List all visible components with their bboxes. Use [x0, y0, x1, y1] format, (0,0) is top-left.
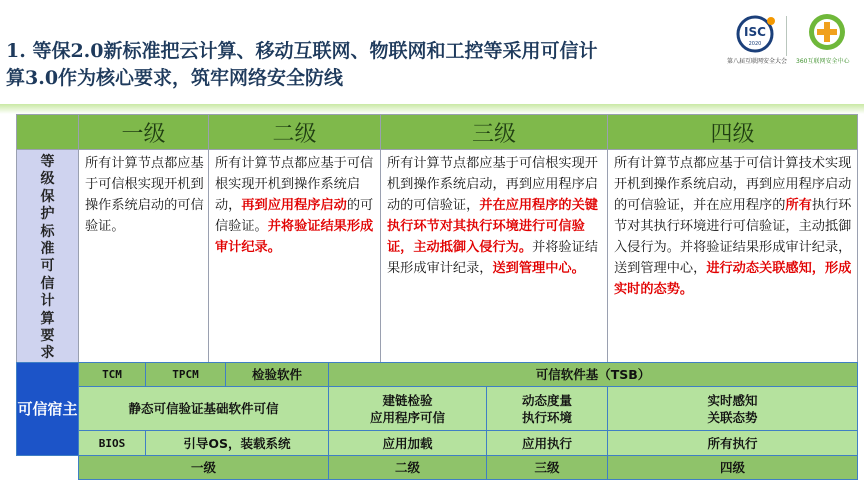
- cell-line: 应用程序可信: [369, 409, 445, 425]
- cell-line: 实时感知: [707, 392, 758, 408]
- isc-caption: 第八届互联网安全大会: [727, 58, 788, 65]
- requirements-row: [17, 150, 858, 364]
- level-row-blank: [17, 456, 79, 480]
- page-title-line-2: 算3.0作为核心要求，筑牢网络安全防线: [6, 67, 344, 89]
- isc-logo-year: 2020: [748, 41, 762, 47]
- cell-line: 建链检验: [382, 392, 433, 408]
- page-title: [6, 38, 706, 92]
- host-level-4: 四级: [608, 456, 858, 480]
- level-header-row: [17, 115, 858, 150]
- highlighted-requirement-text: 进行动态关联感知，形成实时的态势。: [614, 261, 852, 297]
- requirement-text: 的可信验证。: [215, 198, 374, 234]
- requirement-text: 所有计算节点都应基于可信根实现开机到操作系统启动，再到应用程序启动的可信验证，: [387, 156, 598, 213]
- level-header-3: 三级: [381, 115, 608, 150]
- tcm-cell: TCM: [79, 363, 146, 387]
- highlighted-requirement-text: 所有: [785, 198, 812, 213]
- realtime-cell: [608, 387, 858, 431]
- requirements-table: [16, 114, 858, 364]
- host-level-3: 三级: [487, 456, 608, 480]
- highlighted-requirement-text: 并在应用程序的关键执行环节对其执行环境进行可信验证，主动抵御入侵行为。: [387, 198, 598, 255]
- highlighted-requirement-text: 并将验证结果形成审计纪录。: [215, 219, 374, 255]
- isc-logo-text: ISC: [744, 25, 766, 39]
- tsb-cell: 可信软件基（TSB）: [329, 363, 858, 387]
- page-title-line-1: 1. 等保2.0新标准把云计算、移动互联网、物联网和工控等采用可信计: [6, 40, 598, 62]
- level-header-2: 二级: [209, 115, 381, 150]
- level-header-4: 四级: [608, 115, 858, 150]
- host-row-3: [17, 431, 858, 456]
- trusted-host-table: [16, 362, 858, 480]
- side-label: 等级保护标准可信计算要求: [40, 154, 55, 362]
- requirement-text: 所有计算节点都应基于可信根实现开机到操作系统启动，: [215, 156, 374, 213]
- cell-line: 动态度量: [521, 392, 572, 408]
- trusted-host-label: 可信宿主: [17, 363, 79, 456]
- all-exec-cell: 所有执行: [608, 431, 858, 456]
- static-verify-cell: 静态可信验证基础软件可信: [79, 387, 329, 431]
- check-software-cell: 检验软件: [226, 363, 329, 387]
- cell-line: 执行环境: [521, 409, 572, 425]
- host-level-row: [17, 456, 858, 480]
- host-row-2: [17, 387, 858, 431]
- highlighted-requirement-text: 送到管理中心。: [492, 261, 585, 276]
- header-corner: [17, 115, 79, 150]
- logo-divider: [786, 16, 787, 56]
- bios-cell: BIOS: [79, 431, 146, 456]
- requirement-level-4: [608, 150, 858, 364]
- requirement-level-1: [79, 150, 209, 364]
- side-label-cell: [17, 150, 79, 364]
- dynamic-measure-cell: [487, 387, 608, 431]
- title-underline-bar: [0, 104, 864, 114]
- host-level-2: 二级: [329, 456, 487, 480]
- brand-caption: 360互联网安全中心: [796, 58, 850, 65]
- chain-check-cell: [329, 387, 487, 431]
- level-header-1: 一级: [79, 115, 209, 150]
- host-level-1: 一级: [79, 456, 329, 480]
- requirement-level-3: [381, 150, 608, 364]
- highlighted-requirement-text: 再到应用程序启动: [241, 198, 347, 213]
- requirement-text: 所有计算节点都应基于可信根实现开机到操作系统启动的可信验证。: [85, 156, 204, 234]
- app-exec-cell: 应用执行: [487, 431, 608, 456]
- boot-cell: 引导OS，装载系统: [146, 431, 329, 456]
- cell-line: 关联态势: [707, 409, 758, 425]
- tpcm-cell: TPCM: [146, 363, 226, 387]
- app-load-cell: 应用加载: [329, 431, 487, 456]
- requirement-level-2: [209, 150, 381, 364]
- requirement-text: 并将验证结果形成审计纪录，: [387, 240, 598, 276]
- host-row-1: [17, 363, 858, 387]
- requirement-text: 执行环节对其执行环境进行可信验证，主动抵御入侵行为。并将验证结果形成审计纪录，送到管理中心，: [614, 198, 852, 276]
- requirement-text: 所有计算节点都应基于可信计算技术实现开机到操作系统启动，再到应用程序启动的可信验证，并在应用程序的: [614, 156, 852, 213]
